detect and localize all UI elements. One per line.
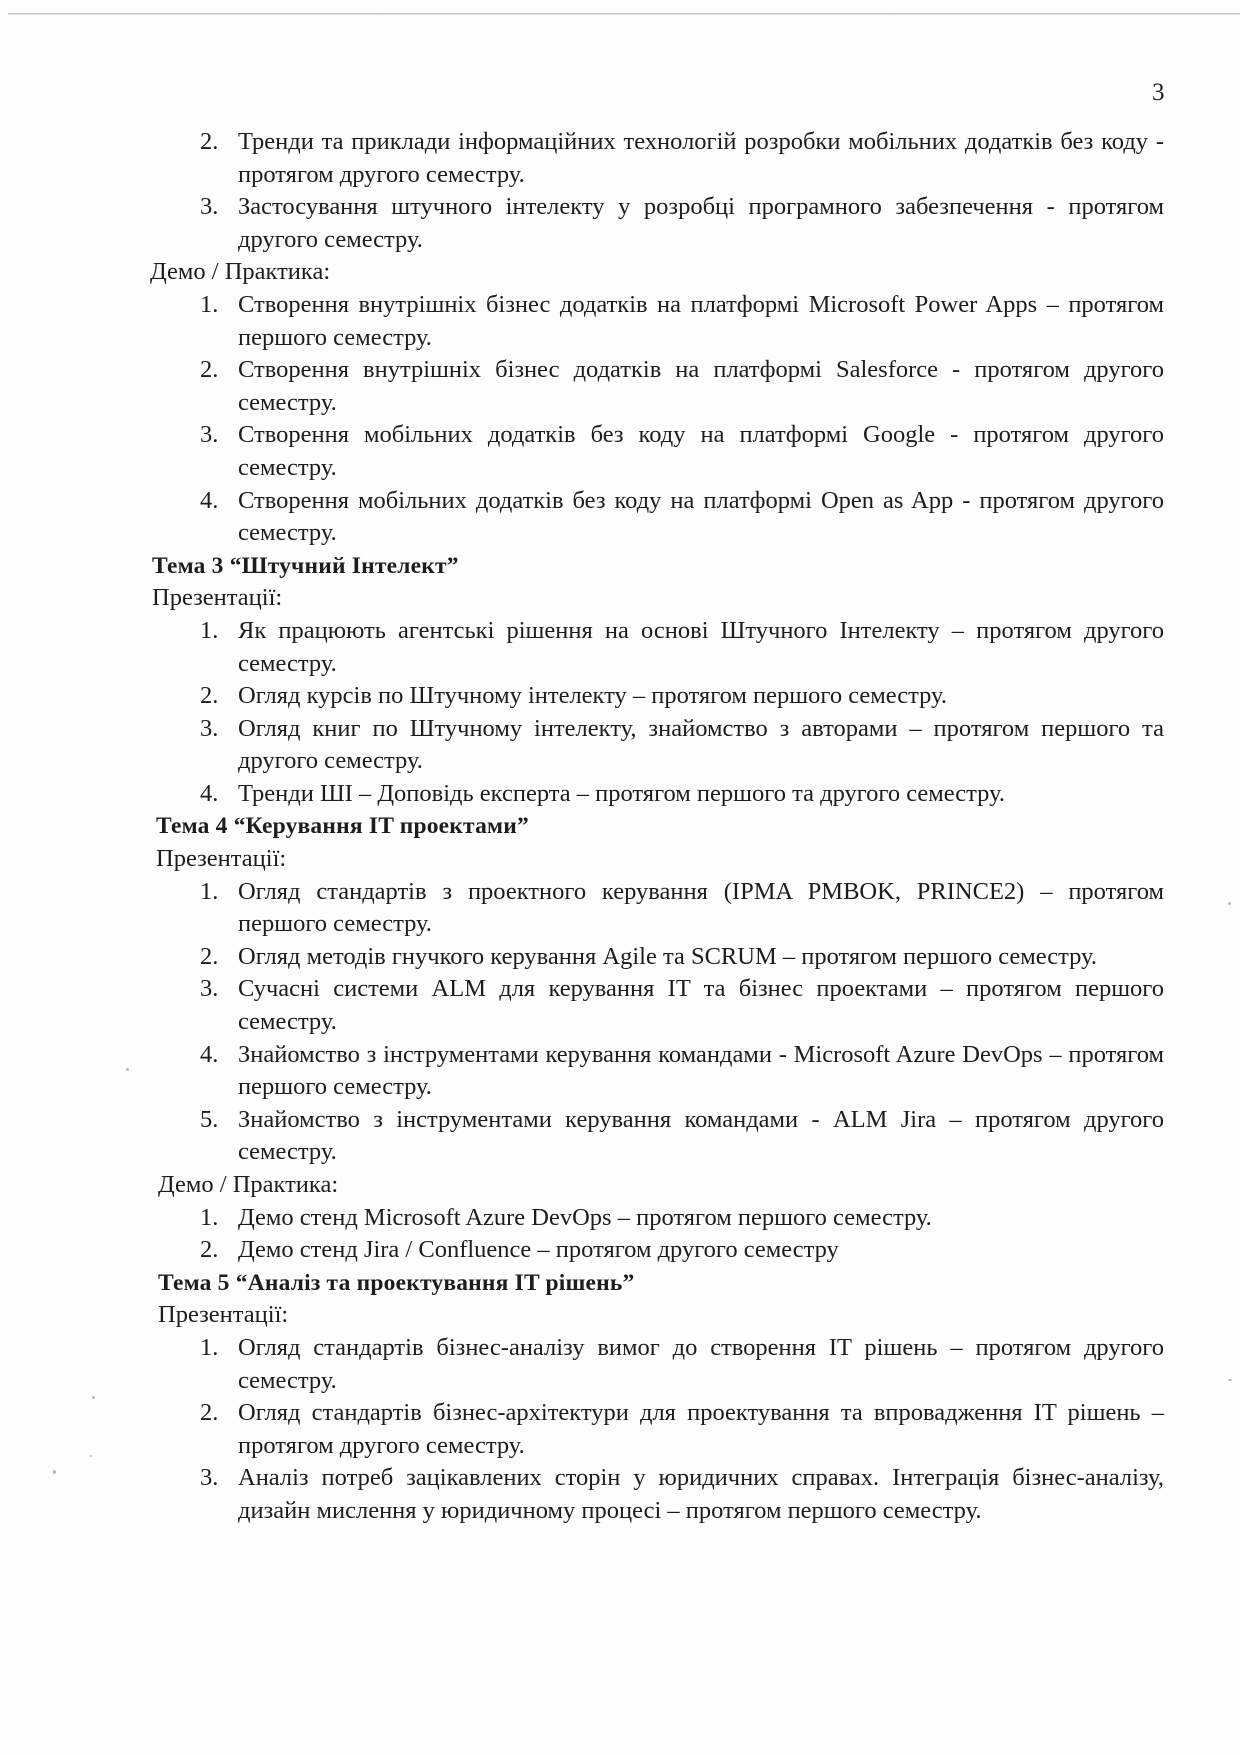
list-item — [164, 1202, 1164, 1235]
item-number: 1. — [200, 877, 219, 905]
presentations-list-topic3 — [164, 615, 1164, 811]
list-item — [164, 289, 1164, 354]
item-text: Як працюють агентські рішення на основі Штучного Інтелекту – протягом другого семестру. — [238, 616, 1164, 677]
list-item — [164, 1397, 1164, 1462]
demo-list-topic4 — [164, 1202, 1164, 1267]
item-number: 2. — [200, 682, 219, 710]
item-number: 2. — [200, 1236, 219, 1264]
topic-5-title: Тема 5 “Аналіз та проектування IT рішень” — [158, 1269, 635, 1296]
list-item — [164, 354, 1164, 419]
scan-speck — [1228, 1379, 1232, 1381]
list-item — [164, 1039, 1164, 1104]
demo-label-topic4: Демо / Практика: — [158, 1171, 339, 1198]
item-number: 2. — [200, 356, 219, 384]
list-item — [164, 1234, 1164, 1267]
list-item — [164, 126, 1164, 191]
item-text: Сучасні системи ALM для керування IT та бізнес проектами – протягом першого семестру. — [238, 975, 1164, 1036]
item-text: Знайомство з інструментами керування командами - ALM Jira – протягом другого семестру. — [238, 1105, 1164, 1166]
list-item — [164, 485, 1164, 550]
item-text: Огляд стандартів з проектного керування (IPMA PMBOK, PRINCE2) – протягом першого семестру. — [238, 877, 1164, 938]
topic-4-title: Тема 4 “Керування IT проектами” — [156, 813, 529, 840]
list-item — [164, 615, 1164, 680]
topic-3-title: Тема 3 “Штучний Інтелект” — [152, 552, 459, 579]
scan-speck — [126, 1068, 129, 1071]
item-number: 4. — [200, 779, 219, 807]
list-item — [164, 778, 1164, 811]
item-text: Створення мобільних додатків без коду на платформі Google - протягом другого семестру. — [238, 421, 1164, 481]
item-text: Огляд методів гнучкого керування Agile та SCRUM – протягом першого семестру. — [238, 942, 1097, 970]
item-text: Огляд курсів по Штучному інтелекту – протягом першого семестру. — [238, 682, 947, 710]
demo-list-topic2 — [164, 289, 1164, 550]
item-text: Застосування штучного інтелекту у розробці програмного забезпечення - протягом другого семестру. — [238, 193, 1164, 253]
item-number: 5. — [200, 1105, 219, 1133]
list-item — [164, 191, 1164, 256]
item-text: Створення мобільних додатків без коду на платформі Open as App - протягом другого семестру. — [238, 486, 1164, 547]
item-number: 4. — [200, 1040, 219, 1068]
list-item — [164, 1332, 1164, 1397]
continued-presentations-list — [164, 126, 1164, 256]
presentations-list-topic5 — [164, 1332, 1164, 1528]
item-number: 1. — [200, 1333, 219, 1361]
list-item — [164, 713, 1164, 778]
document-body — [150, 126, 1164, 1528]
item-text: Демо стенд Jira / Confluence – протягом другого семестру — [238, 1236, 839, 1264]
list-item — [164, 876, 1164, 941]
item-number: 1. — [200, 1203, 219, 1231]
item-text: Тренди ШІ – Доповідь експерта – протягом першого та другого семестру. — [238, 779, 1006, 807]
scan-speck — [90, 1455, 92, 1457]
presentations-label-topic4: Презентації: — [156, 845, 287, 873]
item-text: Знайомство з інструментами керування командами - Microsoft Azure DevOps – протягом першого семестру. — [238, 1040, 1164, 1101]
list-item — [164, 419, 1164, 484]
item-text: Огляд стандартів бізнес-архітектури для проектування та впровадження IT рішень – протягом другого семестру. — [238, 1399, 1164, 1459]
item-number: 3. — [200, 975, 219, 1003]
item-text: Створення внутрішніх бізнес додатків на платформі Microsoft Power Apps – протягом першого семестру. — [238, 290, 1164, 351]
list-item — [164, 1462, 1164, 1527]
item-text: Створення внутрішніх бізнес додатків на платформі Salesforce - протягом другого семестру. — [238, 356, 1164, 416]
demo-label-topic2: Демо / Практика: — [150, 258, 331, 286]
item-number: 3. — [200, 1464, 219, 1492]
item-number: 1. — [200, 616, 219, 644]
scan-speck — [53, 1470, 56, 1474]
scan-speck — [92, 1396, 95, 1399]
item-text: Аналіз потреб зацікавлених сторін у юридичних справах. Інтеграція бізнес-аналізу, дизайн мислення у юридичному процесі – протягом першого семестру. — [238, 1464, 1164, 1524]
item-text: Огляд книг по Штучному інтелекту, знайомство з авторами – протягом першого та другого семестру. — [238, 714, 1164, 775]
item-text: Огляд стандартів бізнес-аналізу вимог до створення IT рішень – протягом другого семестру. — [238, 1333, 1164, 1394]
scan-edge-line — [8, 13, 1240, 15]
list-item — [164, 973, 1164, 1038]
item-number: 2. — [200, 128, 219, 155]
item-number: 4. — [200, 486, 219, 514]
list-item — [164, 1104, 1164, 1169]
presentations-label-topic3: Презентації: — [152, 584, 283, 612]
item-text: Тренди та приклади інформаційних технологій розробки мобільних додатків без коду - протягом другого семестру. — [238, 128, 1164, 188]
item-number: 1. — [200, 290, 219, 318]
presentations-list-topic4 — [164, 876, 1164, 1169]
item-number: 2. — [200, 942, 219, 970]
item-number: 3. — [200, 714, 219, 742]
item-text: Демо стенд Microsoft Azure DevOps – протягом першого семестру. — [238, 1203, 932, 1231]
scan-speck — [1228, 902, 1231, 905]
list-item — [164, 680, 1164, 713]
item-number: 3. — [200, 193, 219, 221]
list-item — [164, 941, 1164, 974]
page-number: 3 — [1152, 79, 1165, 106]
presentations-label-topic5: Презентації: — [158, 1301, 289, 1329]
item-number: 3. — [200, 421, 219, 449]
item-number: 2. — [200, 1399, 219, 1427]
